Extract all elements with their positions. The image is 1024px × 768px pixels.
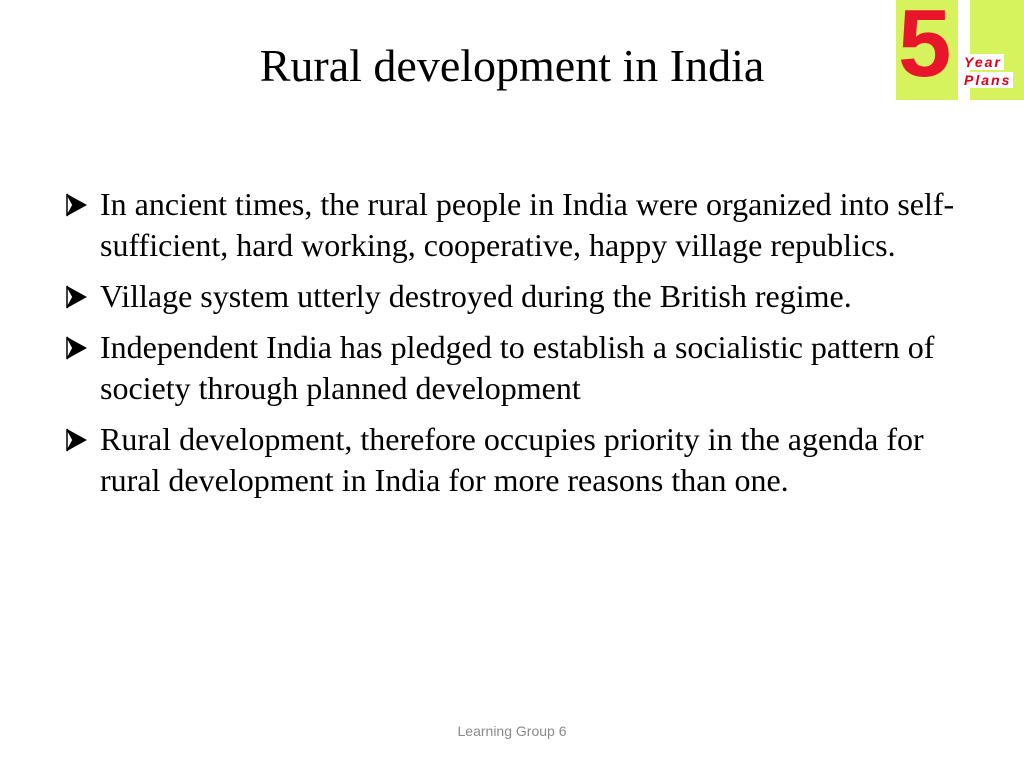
bullet-text: Independent India has pledged to establish a socialistic pattern of society through planned development xyxy=(100,329,935,406)
bullet-text: In ancient times, the rural people in India were organized into self-sufficient, hard working, cooperative, happy village republics. xyxy=(100,186,955,263)
bullet-item xyxy=(64,327,964,409)
bullet-text: Rural development, therefore occupies priority in the agenda for rural development in India for more reasons than one. xyxy=(100,421,924,498)
bullet-text: Village system utterly destroyed during the British regime. xyxy=(100,278,852,314)
arrow-bullet-icon xyxy=(64,327,100,368)
bullet-list xyxy=(64,184,964,511)
slide-footer: Learning Group 6 xyxy=(457,723,567,739)
arrow-bullet-icon xyxy=(64,419,100,460)
bullet-item xyxy=(64,184,964,266)
logo-word-plans: Plans xyxy=(964,72,1012,88)
slide-title: Rural development in India xyxy=(259,40,765,91)
five-year-plans-logo xyxy=(896,0,1024,100)
bullet-item xyxy=(64,419,964,501)
bullet-item xyxy=(64,276,964,317)
arrow-bullet-icon xyxy=(64,184,100,225)
logo-word-year: Year xyxy=(964,54,1002,70)
logo-number: 5 xyxy=(898,0,950,97)
arrow-bullet-icon xyxy=(64,276,100,317)
